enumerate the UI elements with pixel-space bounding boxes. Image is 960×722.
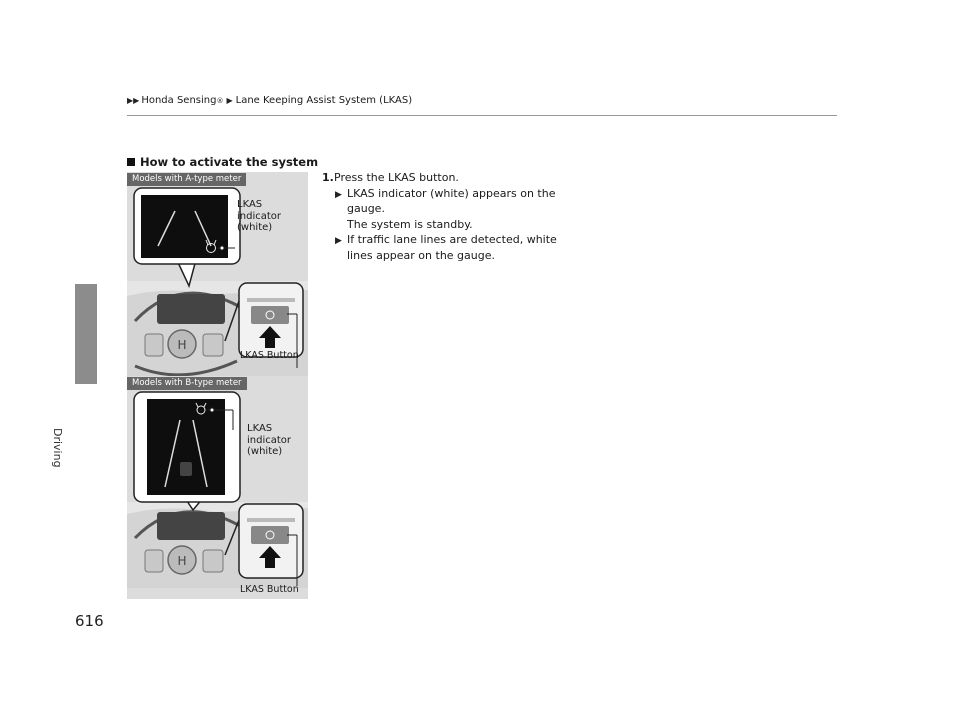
section-heading	[127, 155, 318, 169]
b-type-meter-illustration	[127, 390, 308, 588]
breadcrumb-part-1: Honda Sensing	[141, 95, 217, 106]
breadcrumb-part-2: Lane Keeping Assist System (LKAS)	[235, 95, 413, 106]
b-type-indicator-label: LKAS indicator (white)	[247, 423, 292, 457]
chapter-tab	[75, 284, 97, 384]
page-number: 616	[75, 612, 104, 630]
arrow-right-icon: ▶	[226, 96, 233, 105]
model-label-a-type: Models with A-type meter	[127, 173, 246, 186]
registered-mark: ®	[216, 96, 224, 105]
breadcrumb	[127, 95, 412, 106]
a-type-button-label: LKAS Button	[240, 350, 299, 361]
arrow-right-icon: ▶▶	[127, 96, 140, 105]
b-type-button-label: LKAS Button	[240, 584, 299, 595]
svg-text:H: H	[177, 338, 187, 352]
step-text: Press the LKAS button.	[334, 171, 459, 184]
arrow-right-icon: ▶	[335, 236, 342, 246]
instructions	[322, 170, 562, 263]
step-number: 1.	[322, 171, 334, 184]
section-heading-text: How to activate the system	[140, 155, 319, 169]
header-divider	[127, 115, 837, 116]
a-type-indicator-label: LKAS indicator (white)	[237, 199, 282, 233]
step-1	[322, 170, 562, 186]
arrow-right-icon: ▶	[335, 189, 342, 200]
chapter-tab-label: Driving	[51, 428, 64, 468]
heading-bullet-icon	[127, 158, 135, 166]
svg-text:H: H	[177, 554, 187, 568]
step-result-2: ▶ If traffic lane lines are detected, white lines appear on the gauge.	[335, 233, 557, 262]
figure-panel	[127, 172, 308, 599]
step-result-1: ▶ LKAS indicator (white) appears on the gauge. The system is standby.	[335, 186, 556, 231]
model-label-b-type: Models with B-type meter	[127, 377, 247, 390]
